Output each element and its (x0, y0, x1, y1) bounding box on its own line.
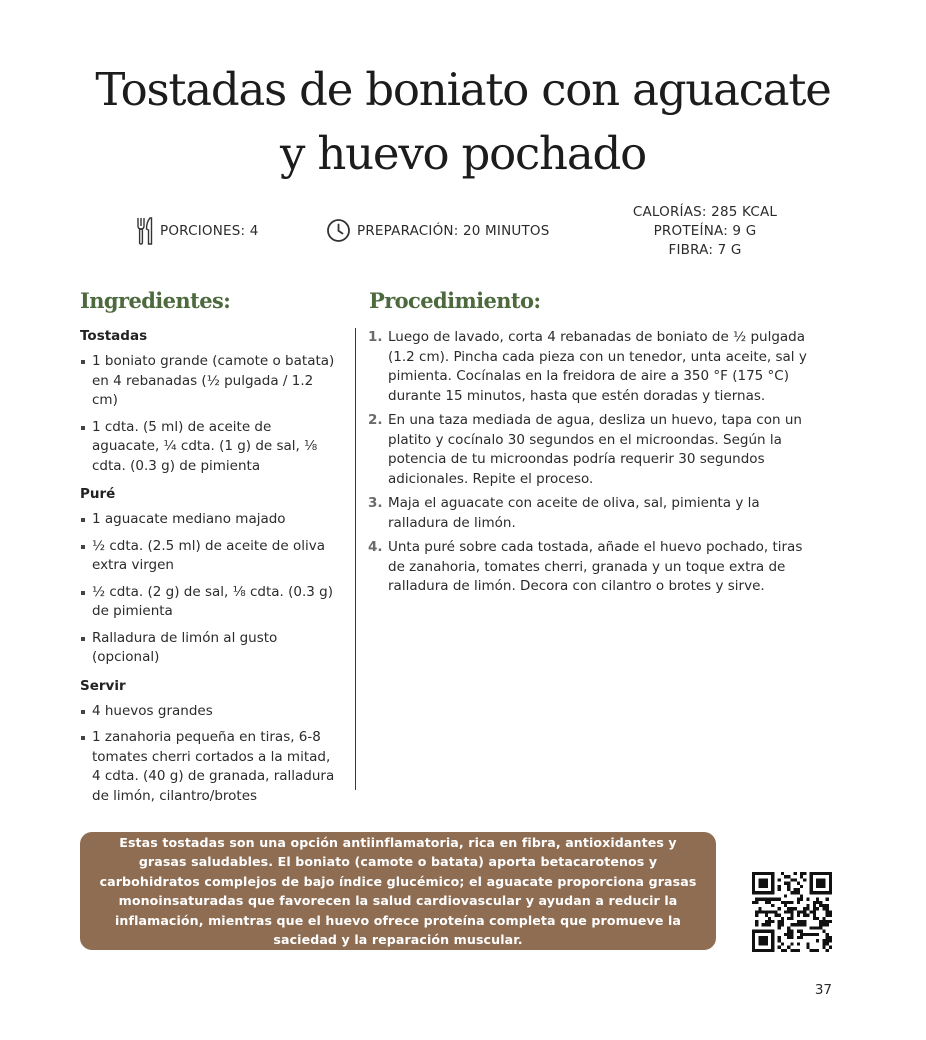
qr-code-icon[interactable] (752, 872, 832, 952)
calories-label: CALORÍAS: 285 KCAL (632, 204, 778, 220)
recipe-title-line-1: Tostadas de boniato con aguacate (95, 63, 831, 116)
step-text: Unta puré sobre cada tostada, añade el huevo pochado, tiras de zanahoria, tomates cherri, granada y un toque extra de ralladura de limón. Decora con cilantro o brotes y sirve. (388, 539, 803, 594)
ingredient-group-title: Puré (80, 486, 116, 502)
nutrition-note-text: Estas tostadas son una opción antiinflamatoria, rica en fibra, antioxidantes y grasas saludables. El boniato (camote o batata) aporta betacarotenos y carbohidratos complejos de bajo índice glucémico; el aguacate proporciona grasas monoinsaturadas que favorecen la salud cardiovascular y ayudan a reducir la inflamación, mientras que el huevo ofrece proteína completa que promueve la saciedad y la reparación muscular. (99, 834, 697, 947)
ingredient-item: Ralladura de limón al gusto (opcional) (80, 629, 342, 668)
ingredient-list (80, 510, 342, 668)
column-divider (355, 328, 356, 790)
ingredient-item: ½ cdta. (2.5 ml) de aceite de oliva extra virgen (80, 537, 342, 576)
recipe-title-line-2: y huevo pochado (280, 127, 646, 180)
step-text: Maja el aguacate con aceite de oliva, sal, pimienta y la ralladura de limón. (388, 495, 760, 531)
ingredient-group-title: Tostadas (80, 328, 148, 344)
ingredient-item: 1 boniato grande (camote o batata) en 4 rebanadas (½ pulgada / 1.2 cm) (80, 352, 342, 411)
procedure-step (368, 411, 818, 489)
ingredients-column (80, 328, 342, 816)
portions-label: PORCIONES: 4 (160, 223, 259, 239)
procedure-step (368, 538, 818, 597)
prep-time-label: PREPARACIÓN: 20 MINUTOS (357, 222, 550, 239)
procedure-step (368, 328, 818, 406)
ingredient-item: ½ cdta. (2 g) de sal, ⅛ cdta. (0.3 g) de pimienta (80, 583, 342, 622)
nutrition-note-box (80, 832, 716, 950)
ingredient-item: 1 cdta. (5 ml) de aceite de aguacate, ¼ cdta. (1 g) de sal, ⅛ cdta. (0.3 g) de pimienta (80, 418, 342, 477)
step-number: 3. (368, 495, 383, 511)
nutrition-info (600, 203, 810, 260)
ingredient-list (80, 702, 342, 807)
step-number: 2. (368, 412, 383, 428)
procedure-step (368, 494, 818, 533)
ingredient-list (80, 352, 342, 476)
fiber-label: FIBRA: 7 G (668, 242, 742, 258)
protein-label: PROTEÍNA: 9 G (653, 223, 757, 239)
procedure-steps (368, 328, 818, 597)
procedure-column (368, 328, 818, 602)
ingredient-group-title: Servir (80, 677, 126, 694)
step-text: Luego de lavado, corta 4 rebanadas de boniato de ½ pulgada (1.2 cm). Pincha cada pieza con un tenedor, unta aceite, sal y pimienta. Cocínalas en la freidora de aire a 350 °F (175 °C) durante 15 minutos, hasta que estén doradas y tiernas. (388, 329, 807, 404)
procedure-heading: Procedimiento: (369, 288, 541, 313)
step-number: 1. (368, 329, 383, 345)
ingredient-item: 1 aguacate mediano majado (80, 510, 342, 530)
step-number: 4. (368, 539, 383, 555)
ingredients-heading: Ingredientes: (80, 288, 231, 313)
clock-icon (326, 218, 351, 243)
ingredient-item: 1 zanahoria pequeña en tiras, 6-8 tomates cherri cortados a la mitad, 4 cdta. (40 g) de granada, ralladura de limón, cilantro/brotes (80, 728, 342, 806)
step-text: En una taza mediada de agua, desliza un huevo, tapa con un platito y cocínalo 30 segundos en el microondas. Según la potencia de tu microondas podría requerir 30 segundos adicionales. Repite el proceso. (388, 412, 802, 487)
prep-time-info (326, 218, 550, 243)
page-number: 37 (814, 982, 832, 998)
recipe-title (60, 58, 866, 186)
ingredient-item: 4 huevos grandes (80, 702, 342, 722)
portions-info (136, 216, 259, 246)
fork-knife-icon (136, 216, 154, 246)
